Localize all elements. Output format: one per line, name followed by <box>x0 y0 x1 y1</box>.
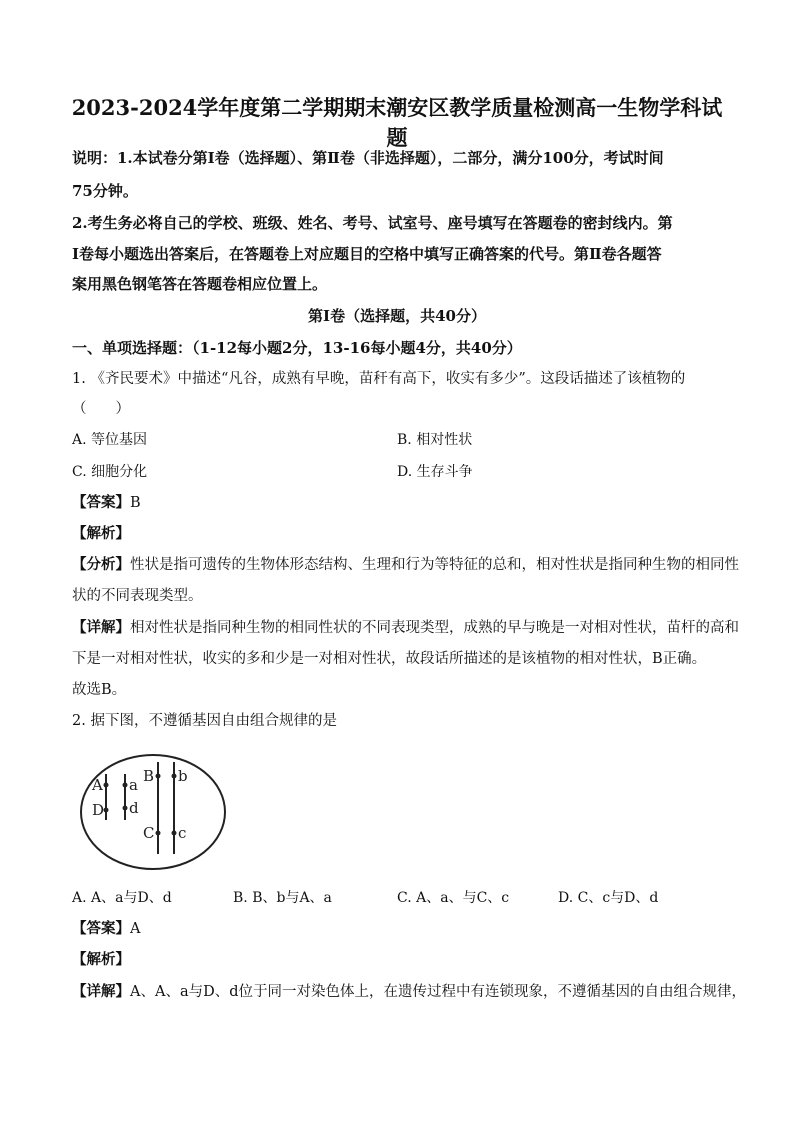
locus-a <box>123 783 128 788</box>
label-B: B <box>143 767 155 785</box>
locus-d <box>123 806 128 811</box>
instructions-line3: 2.考生务必将自己的学校、班级、姓名、考号、试室号、座号填写在答题卷的密封线内。第 <box>72 214 673 232</box>
q1-answer: 【答案】B <box>72 494 141 511</box>
q1-detail-line3: 故选B。 <box>72 682 127 698</box>
section-heading: 一、单项选择题：（1-12每小题2分，13-16每小题4分，共40分） <box>72 339 522 357</box>
exam-title-line1: 2023-2024学年度第二学期期末潮安区教学质量检测高一生物学科试 <box>71 95 723 120</box>
locus-C <box>156 831 161 836</box>
locus-b <box>172 774 177 779</box>
locus-B <box>156 774 161 779</box>
chromosome-diagram <box>78 752 228 872</box>
q2-option-a: A. A、a与D、d <box>72 890 172 906</box>
q2-answer: 【答案】A <box>72 920 141 937</box>
q2-analysis-label: 【解析】 <box>72 951 130 968</box>
q2-detail-line1: 【详解】A、A、a与D、d位于同一对染色体上，在遗传过程中有连锁现象，不遵循基因的自由组合规律， <box>72 983 746 1000</box>
instructions-line5: 案用黑色钢笔答在答题卷相应位置上。 <box>72 275 328 293</box>
q2-option-b: B. B、b与A、a <box>233 890 332 906</box>
label-C: C <box>143 824 155 842</box>
q1-option-b: B. 相对性状 <box>397 432 473 448</box>
q1-fenxi-line1: 【分析】性状是指可遗传的生物体形态结构、生理和行为等特征的总和，相对性状是指同种生物的相同性 <box>72 556 739 573</box>
q1-detail-line1: 【详解】相对性状是指同种生物的相同性状的不同表现类型，成熟的早与晚是一对相对性状，苗杆的高和 <box>72 619 739 636</box>
q2-stem: 2. 据下图，不遵循基因自由组合规律的是 <box>72 713 337 729</box>
label-D: D <box>92 801 105 819</box>
label-c: c <box>178 824 187 842</box>
q1-analysis-label: 【解析】 <box>72 525 130 542</box>
label-b: b <box>178 767 188 785</box>
q2-option-d: D. C、c与D、d <box>558 890 659 906</box>
q1-option-a: A. 等位基因 <box>72 432 148 448</box>
exam-title-line2: 题 <box>386 125 408 150</box>
locus-A <box>104 783 109 788</box>
part-title: 第Ⅰ卷（选择题，共40分） <box>308 307 486 325</box>
label-A: A <box>92 776 103 794</box>
locus-c <box>172 831 177 836</box>
q1-fenxi-line2: 状的不同表现类型。 <box>72 588 203 604</box>
q1-option-c: C. 细胞分化 <box>72 464 148 480</box>
instructions-line4: Ⅰ卷每小题选出答案后，在答题卷上对应题目的空格中填写正确答案的代号。第Ⅱ卷各题答 <box>72 245 662 263</box>
q1-detail-line2: 下是一对相对性状，收实的多和少是一对相对性状，故段话所描述的是该植物的相对性状，B正确。 <box>72 651 707 667</box>
locus-D <box>104 808 109 813</box>
q1-paren: （ ） <box>72 401 130 417</box>
q2-option-c: C. A、a、与C、c <box>397 890 510 906</box>
instructions-line1: 说明：1.本试卷分第Ⅰ卷（选择题）、第Ⅱ卷（非选择题），二部分，满分100分，考试时间 <box>72 149 664 167</box>
q1-option-d: D. 生存斗争 <box>397 464 473 480</box>
instructions-line2: 75分钟。 <box>72 182 138 200</box>
label-d: d <box>129 799 139 817</box>
q1-stem: 1. 《齐民要术》中描述“凡谷，成熟有早晚，苗秆有高下，收实有多少”。这段话描述了该植物的 <box>72 371 686 387</box>
label-a: a <box>129 776 138 794</box>
